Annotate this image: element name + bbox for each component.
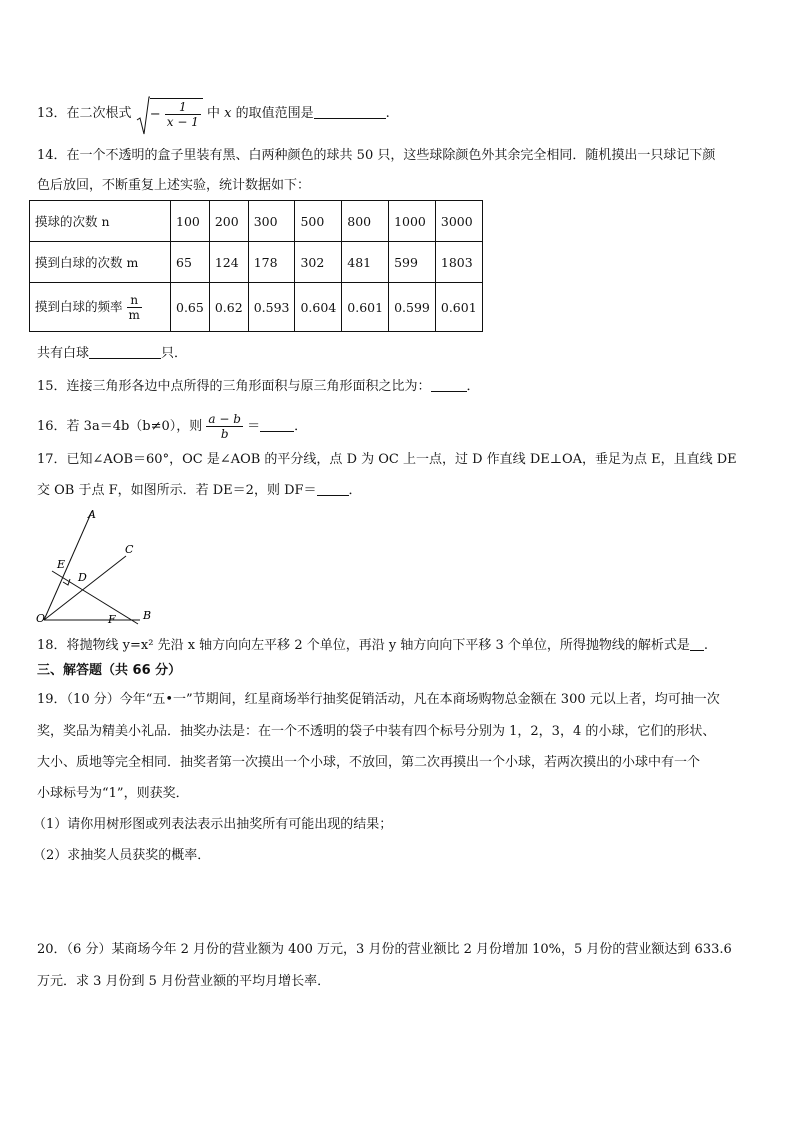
radical-expression bbox=[136, 98, 203, 129]
q18-answer-blank bbox=[690, 636, 704, 651]
table-cell: 100 bbox=[171, 201, 210, 242]
q15-end: ． bbox=[466, 379, 480, 394]
table-cell: 0.65 bbox=[171, 283, 210, 332]
table-row bbox=[30, 283, 483, 332]
q13-prefix: 13．在二次根式 bbox=[37, 106, 132, 121]
table-cell: 0.62 bbox=[209, 283, 248, 332]
table-cell: 0.593 bbox=[248, 283, 295, 332]
q18-end: . bbox=[703, 638, 709, 653]
q14-answer-blank bbox=[89, 344, 161, 359]
question-17-line1: 17．已知∠AOB＝60°，OC 是∠AOB 的平分线，点 D 为 OC 上一点，过 D 作直线 DE⊥OA，垂足为点 E，且直线 DE bbox=[37, 452, 737, 467]
q17-answer-blank bbox=[317, 481, 349, 496]
table-cell: 124 bbox=[209, 242, 248, 283]
table-cell: 500 bbox=[295, 201, 342, 242]
q17-line2-prefix: 交 OB 于点 F，如图所示．若 DE＝2，则 DF＝ bbox=[37, 483, 317, 498]
table-cell: 0.601 bbox=[435, 283, 482, 332]
q15-answer-blank bbox=[431, 377, 467, 392]
q13-fraction bbox=[165, 100, 201, 129]
frequency-table bbox=[29, 200, 483, 332]
label-e: E bbox=[57, 558, 66, 571]
q13-var: x bbox=[224, 106, 232, 121]
table-header-cell: 摸球的次数 n bbox=[30, 201, 171, 242]
q16-fraction bbox=[206, 412, 243, 441]
table-row bbox=[30, 201, 483, 242]
table-cell: 200 bbox=[209, 201, 248, 242]
table-cell: 0.604 bbox=[295, 283, 342, 332]
table-row bbox=[30, 242, 483, 283]
table-cell: 65 bbox=[171, 242, 210, 283]
question-19-line4: 小球标号为“1”，则获奖． bbox=[37, 786, 189, 801]
question-20-line2: 万元．求 3 月份到 5 月份营业额的平均月增长率． bbox=[37, 974, 331, 989]
table-header-cell bbox=[30, 283, 171, 332]
q16-answer-blank bbox=[260, 417, 294, 432]
question-17-line2 bbox=[37, 481, 362, 501]
table-cell: 0.601 bbox=[342, 283, 389, 332]
table-cell: 1000 bbox=[389, 201, 436, 242]
q16-frac-den: b bbox=[220, 427, 229, 441]
q18-text: 18．将抛物线 y=x² 先沿 x 轴方向向左平移 2 个单位，再沿 y 轴方向向下平移 3 个单位，所得抛物线的解析式是 bbox=[37, 638, 690, 653]
label-o: O bbox=[36, 612, 46, 625]
q13-frac-den: x − 1 bbox=[166, 115, 199, 129]
q16-end: ． bbox=[294, 419, 308, 434]
label-f: F bbox=[108, 613, 116, 626]
q14-answer-suffix: 只． bbox=[161, 346, 188, 361]
q13-suffix-b: 的取值范围是 bbox=[235, 106, 314, 121]
question-18 bbox=[37, 636, 708, 656]
ray-oa bbox=[44, 511, 92, 620]
table-header-cell: 摸到白球的次数 m bbox=[30, 242, 171, 283]
row3-label: 摸到白球的频率 bbox=[35, 298, 123, 314]
q16-prefix: 16．若 3a＝4b（b≠0），则 bbox=[37, 419, 203, 434]
q13-end: . bbox=[385, 106, 390, 121]
table-cell: 3000 bbox=[435, 201, 482, 242]
question-14-answer bbox=[37, 344, 187, 364]
row3-frac-den: m bbox=[128, 307, 140, 322]
angle-bisector-figure bbox=[30, 503, 160, 628]
label-b: B bbox=[143, 609, 152, 622]
q13-minus: − bbox=[149, 107, 161, 122]
question-19-sub2: （2）求抽奖人员获奖的概率． bbox=[33, 848, 211, 863]
radical-sign-icon bbox=[136, 96, 150, 136]
q17-line2-end: ． bbox=[348, 483, 362, 498]
question-14-line2: 色后放回，不断重复上述实验，统计数据如下： bbox=[37, 178, 311, 193]
question-16 bbox=[37, 412, 307, 441]
q16-eq: ＝ bbox=[247, 419, 261, 434]
table-cell: 302 bbox=[295, 242, 342, 283]
row3-frac-num: n bbox=[127, 293, 142, 308]
q13-answer-blank bbox=[314, 104, 386, 119]
question-20-line1: 20．（6 分）某商场今年 2 月份的营业额为 400 万元，3 月份的营业额比 2 月份增加 10%，5 月份的营业额达到 633.6 bbox=[37, 942, 732, 957]
line-de bbox=[52, 571, 138, 624]
q16-frac-num: a − b bbox=[208, 412, 241, 426]
question-15 bbox=[37, 377, 480, 397]
table-cell: 300 bbox=[248, 201, 295, 242]
question-13 bbox=[37, 98, 390, 129]
q13-frac-num: 1 bbox=[165, 100, 201, 115]
question-19-line2: 奖，奖品为精美小礼品．抽奖办法是：在一个不透明的袋子中装有四个标号分别为 1，2，3，4 的小球，它们的形状、 bbox=[37, 724, 716, 739]
table-cell: 481 bbox=[342, 242, 389, 283]
row3-fraction bbox=[127, 293, 142, 322]
table-cell: 178 bbox=[248, 242, 295, 283]
table-cell: 1803 bbox=[435, 242, 482, 283]
q14-answer-prefix: 共有白球 bbox=[37, 346, 90, 361]
question-19-line3: 大小、质地等完全相同．抽奖者第一次摸出一个小球，不放回，第二次再摸出一个小球，若两次摸出的小球中有一个 bbox=[37, 755, 701, 770]
label-d: D bbox=[78, 571, 87, 584]
table-cell: 0.599 bbox=[389, 283, 436, 332]
label-c: C bbox=[125, 543, 134, 556]
question-19-sub1: （1）请你用树形图或列表法表示出抽奖所有可能出现的结果； bbox=[33, 817, 393, 832]
q15-text: 15．连接三角形各边中点所得的三角形面积与原三角形面积之比为： bbox=[37, 379, 431, 394]
question-14-line1: 14．在一个不透明的盒子里装有黑、白两种颜色的球共 50 只，这些球除颜色外其余完全相同．随机摸出一只球记下颜 bbox=[37, 148, 716, 163]
section-heading: 三、解答题（共 66 分） bbox=[37, 663, 182, 678]
label-a: A bbox=[88, 508, 96, 521]
table-cell: 800 bbox=[342, 201, 389, 242]
question-19-line1: 19．（10 分）今年“五•一”节期间，红星商场举行抽奖促销活动，凡在本商场购物总金额在 300 元以上者，均可抽一次 bbox=[37, 692, 720, 707]
q13-suffix-a: 中 bbox=[206, 106, 220, 121]
table-cell: 599 bbox=[389, 242, 436, 283]
